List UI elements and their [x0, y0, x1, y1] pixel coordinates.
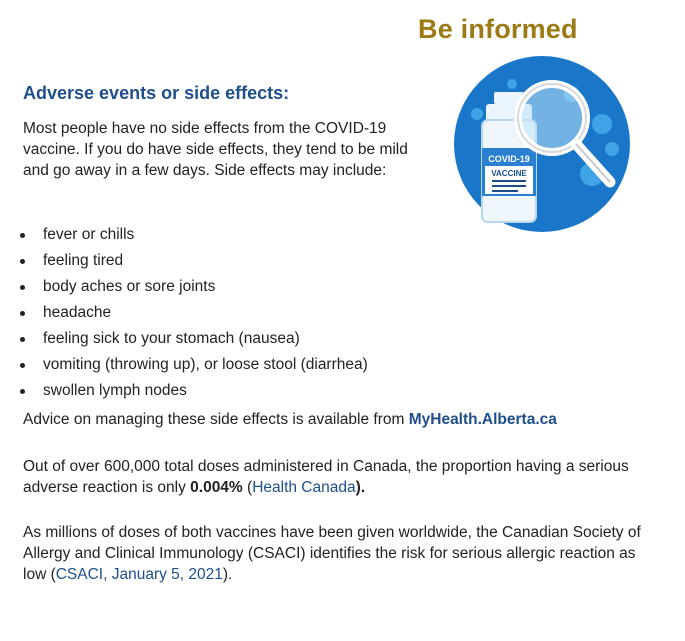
- logo-label-top: COVID-19: [488, 154, 530, 164]
- list-item: fever or chills: [0, 224, 368, 250]
- list-item: headache: [0, 302, 368, 328]
- bullet-icon: [20, 337, 25, 342]
- section-heading: Adverse events or side effects:: [23, 83, 290, 103]
- vaccine-magnifier-icon: [452, 54, 632, 234]
- bullet-icon: [20, 311, 25, 316]
- advice-paragraph: Advice on managing these side effects is available from MyHealth.Alberta.ca: [23, 411, 557, 428]
- bullet-icon: [20, 259, 25, 264]
- logo-label-bottom: VACCINE: [491, 169, 527, 178]
- stats-paragraph: Out of over 600,000 total doses administered in Canada, the proportion having a serious adverse reaction is only 0.004% (Health Canada).: [23, 458, 629, 496]
- list-item: swollen lymph nodes: [0, 380, 368, 406]
- bullet-icon: [20, 363, 25, 368]
- bullet-icon: [20, 285, 25, 290]
- side-effects-list: [0, 224, 368, 406]
- intro-paragraph: Most people have no side effects from the COVID-19 vaccine. If you do have side effects, they tend to be mild and go away in a few days. Side effects may include:: [23, 120, 408, 179]
- csaci-paragraph: As millions of doses of both vaccines have been given worldwide, the Canadian Society of Allergy and Clinical Immunology (CSACI) identifies the risk for serious allergic reaction as low (CSACI, January 5, 2021).: [23, 524, 641, 583]
- list-item: feeling tired: [0, 250, 368, 276]
- csaci-link[interactable]: CSACI, January 5, 2021: [55, 566, 223, 583]
- bullet-icon: [20, 389, 25, 394]
- bullet-icon: [20, 233, 25, 238]
- banner-title: Be informed: [418, 14, 578, 44]
- list-item: body aches or sore joints: [0, 276, 368, 302]
- list-item: feeling sick to your stomach (nausea): [0, 328, 368, 354]
- myhealth-link[interactable]: MyHealth.Alberta.ca: [408, 411, 557, 428]
- list-item: vomiting (throwing up), or loose stool (diarrhea): [0, 354, 368, 380]
- health-canada-link[interactable]: Health Canada: [252, 479, 356, 496]
- reaction-percent: 0.004%: [190, 479, 243, 496]
